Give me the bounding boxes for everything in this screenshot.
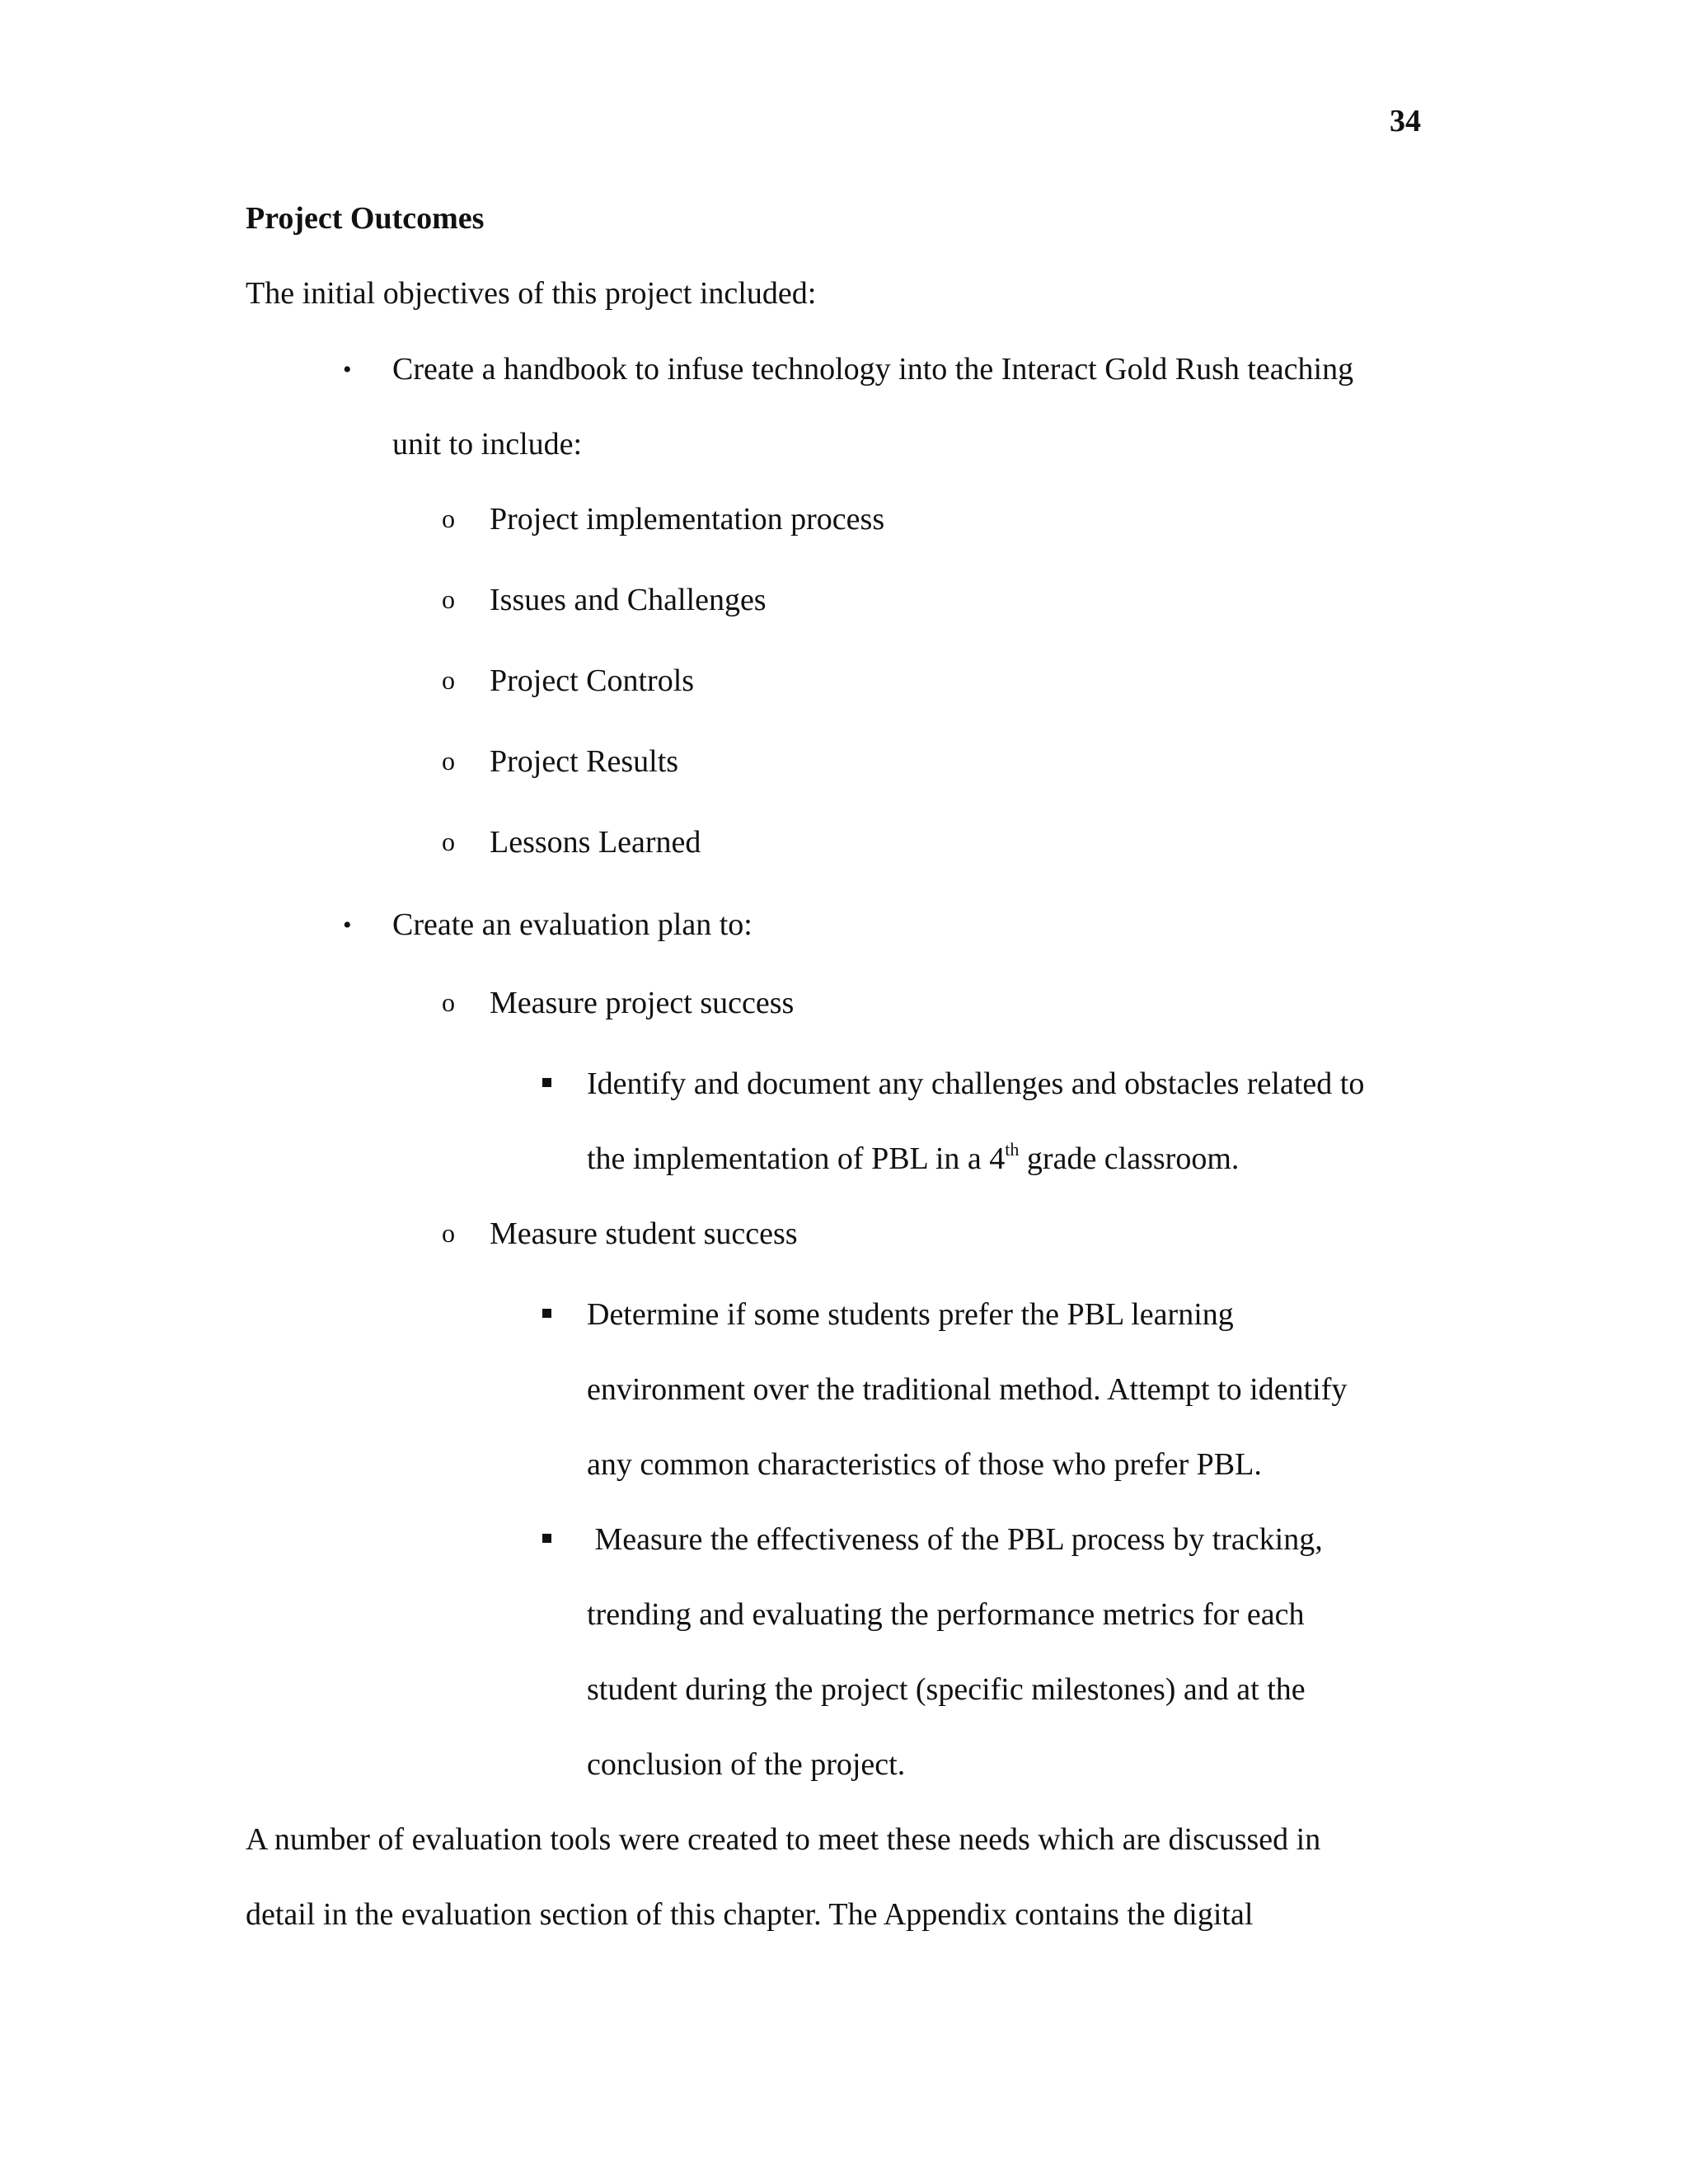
detail-line: any common characteristics of those who prefer PBL. — [587, 1447, 1262, 1482]
circle-bullet-icon: o — [442, 665, 455, 695]
list-item: Measure project success — [490, 986, 795, 1020]
list-item: Project Controls — [490, 663, 695, 698]
objective-1-line-2: unit to include: — [392, 427, 583, 462]
circle-bullet-icon: o — [442, 827, 455, 856]
objective-2-line-1: Create an evaluation plan to: — [392, 907, 753, 942]
objective-1-line-1: Create a handbook to infuse technology into the Interact Gold Rush teaching — [392, 352, 1354, 387]
list-item: Project Results — [490, 744, 679, 779]
detail-line: trending and evaluating the performance metrics for each — [587, 1597, 1305, 1632]
bullet-icon: • — [343, 912, 352, 939]
circle-bullet-icon: o — [442, 504, 455, 533]
detail-line: Measure the effectiveness of the PBL process by tracking, — [587, 1522, 1323, 1557]
section-heading: Project Outcomes — [246, 201, 485, 236]
square-bullet-icon — [542, 1309, 551, 1318]
circle-bullet-icon: o — [442, 1218, 455, 1248]
detail-line: the implementation of PBL in a 4th grade classroom. — [587, 1139, 1240, 1176]
bullet-icon: • — [343, 356, 352, 383]
square-bullet-icon — [542, 1078, 551, 1087]
list-item: Lessons Learned — [490, 825, 701, 860]
circle-bullet-icon: o — [442, 987, 455, 1017]
circle-bullet-icon: o — [442, 584, 455, 614]
detail-line: student during the project (specific milestones) and at the — [587, 1672, 1306, 1707]
detail-line: conclusion of the project. — [587, 1747, 906, 1782]
detail-line: Determine if some students prefer the PBL learning — [587, 1297, 1234, 1332]
detail-line: environment over the traditional method. Attempt to identify — [587, 1372, 1348, 1407]
list-item: Project implementation process — [490, 502, 885, 537]
list-item: Measure student success — [490, 1216, 798, 1251]
detail-line: Identify and document any challenges and obstacles related to — [587, 1066, 1365, 1101]
intro-paragraph: The initial objectives of this project included: — [246, 276, 817, 311]
circle-bullet-icon: o — [442, 746, 455, 776]
square-bullet-icon — [542, 1534, 551, 1543]
closing-paragraph-line: A number of evaluation tools were created to meet these needs which are discussed in — [246, 1822, 1321, 1857]
page-number: 34 — [1390, 104, 1421, 138]
closing-paragraph-line: detail in the evaluation section of this chapter. The Appendix contains the digital — [246, 1897, 1254, 1932]
list-item: Issues and Challenges — [490, 583, 767, 617]
